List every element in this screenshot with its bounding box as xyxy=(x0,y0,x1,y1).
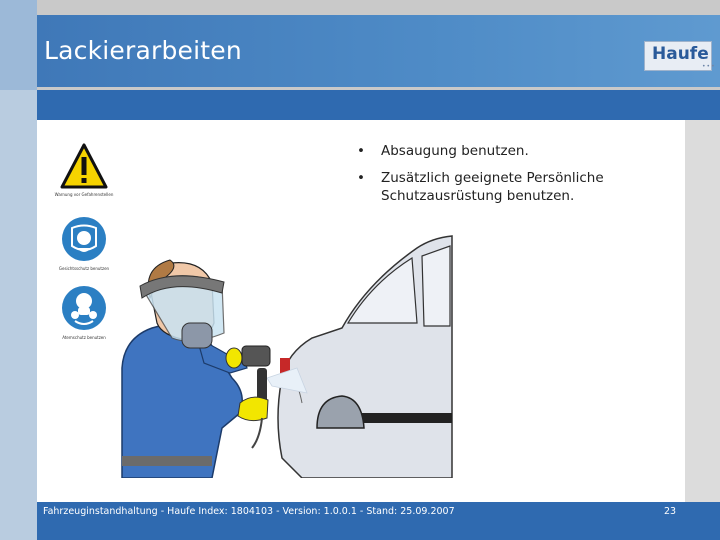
footer-text: Fahrzeuginstandhaltung - Haufe Index: 1804103 - Version: 1.0.0.1 - Stand: 25.09.2007 xyxy=(43,506,455,517)
logo-text: Haufe xyxy=(652,44,709,64)
page-number: 23 xyxy=(664,506,677,517)
worker-illustration xyxy=(122,260,270,478)
bullet-text: Zusätzlich geeignete Persönliche Schutzausrüstung benutzen. xyxy=(381,170,604,204)
respirator-icon xyxy=(61,285,107,331)
warning-triangle-icon xyxy=(60,143,108,189)
slide: Lackierarbeiten Haufe ••• • Absaugung benutzen. • Zusätzlich geeignete Persönliche Schutzausrüstung benutzen. Warnung vor Gefahrenstellen Gesichtsschutz benutzen Atemschutz benutzen Fahrzeuginstandhaltung - Haufe Index: 1804103 - Version: 1.0.0.1 - Stand: 25.09.2007 23 xyxy=(0,0,720,540)
sign-label: Gesichtsschutz benutzen xyxy=(58,266,110,271)
side-bar xyxy=(0,0,37,540)
painter-illustration xyxy=(112,228,652,478)
subheader-bar xyxy=(37,90,720,120)
sign-label: Atemschutz benutzen xyxy=(62,335,106,340)
bullet-text: Absaugung benutzen. xyxy=(381,143,529,159)
right-strip xyxy=(685,120,720,540)
car-illustration xyxy=(278,236,452,478)
page-title: Lackierarbeiten xyxy=(44,36,242,65)
face-shield-icon xyxy=(61,216,107,262)
haufe-logo: Haufe ••• xyxy=(644,41,714,71)
sign-label: Warnung vor Gefahrenstellen xyxy=(54,192,114,197)
